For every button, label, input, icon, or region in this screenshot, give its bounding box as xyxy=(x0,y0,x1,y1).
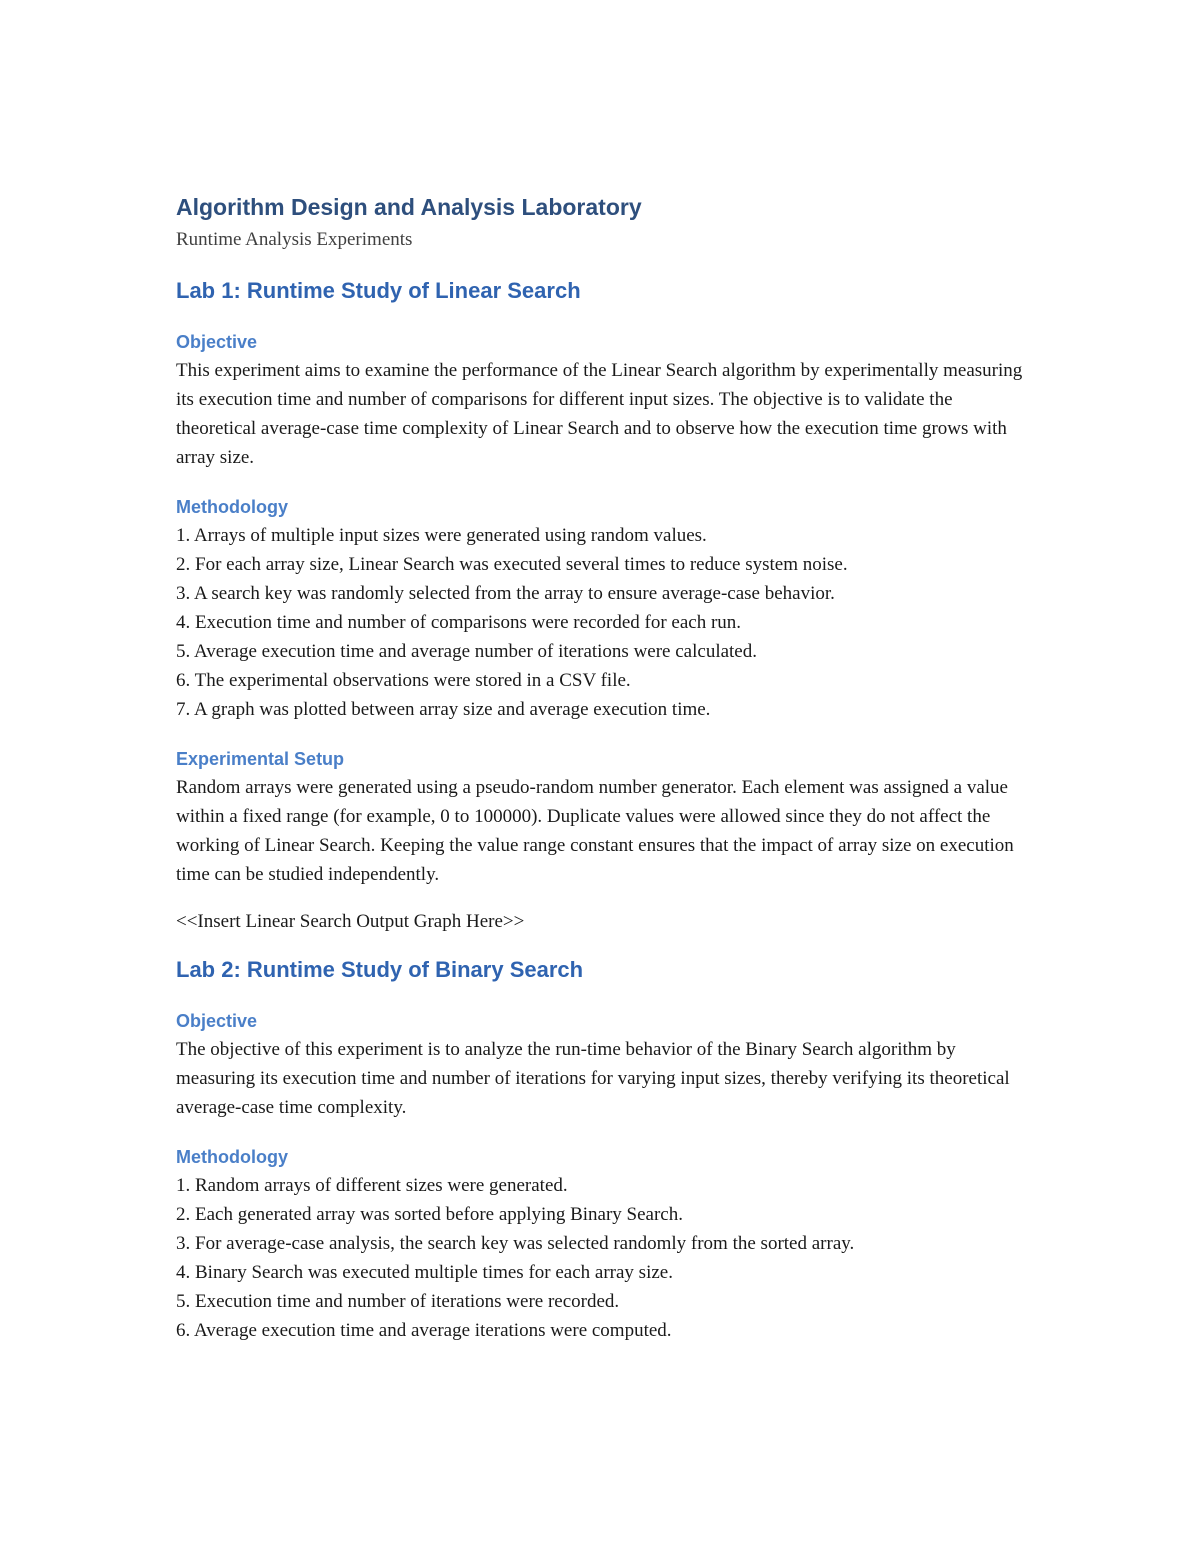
list-item: 6. The experimental observations were stored in a CSV file. xyxy=(176,670,631,691)
lab-1-methodology-list xyxy=(176,521,1036,724)
list-item: 6. Average execution time and average iterations were computed. xyxy=(176,1320,672,1341)
lab-2-methodology-heading: Methodology xyxy=(176,1147,288,1167)
lab-1-graph-placeholder: <<Insert Linear Search Output Graph Here>> xyxy=(176,911,525,932)
lab-2-objective-heading: Objective xyxy=(176,1011,258,1031)
lab-2-heading: Lab 2: Runtime Study of Binary Search xyxy=(176,957,584,982)
document-body xyxy=(176,190,1036,1345)
lab-1-section xyxy=(176,274,1036,936)
lab-1-objective-heading: Objective xyxy=(176,332,258,352)
list-item: 1. Arrays of multiple input sizes were generated using random values. xyxy=(176,525,707,546)
lab-2-methodology-list xyxy=(176,1171,1036,1345)
lab-1-setup-heading: Experimental Setup xyxy=(176,749,345,769)
list-item: 5. Execution time and number of iterations were recorded. xyxy=(176,1291,620,1312)
lab-1-objective-text: This experiment aims to examine the performance of the Linear Search algorithm by experimentally measuring its execution time and number of comparisons for different input sizes. The objective is to validate the theoretical average-case time complexity of Linear Search and to observe how the execution time grows with array size. xyxy=(176,360,1023,468)
list-item: 2. For each array size, Linear Search was executed several times to reduce system noise. xyxy=(176,554,848,575)
list-item: 2. Each generated array was sorted before applying Binary Search. xyxy=(176,1204,683,1225)
document-title: Algorithm Design and Analysis Laboratory xyxy=(176,194,642,220)
list-item: 1. Random arrays of different sizes were generated. xyxy=(176,1175,568,1196)
document-subtitle: Runtime Analysis Experiments xyxy=(176,229,413,250)
lab-2-section xyxy=(176,953,1036,1345)
lab-2-objective-text: The objective of this experiment is to analyze the run-time behavior of the Binary Search algorithm by measuring its execution time and number of iterations for varying input sizes, thereby verifying its theoretical average-case time complexity. xyxy=(176,1039,1010,1118)
list-item: 7. A graph was plotted between array size and average execution time. xyxy=(176,699,711,720)
list-item: 3. For average-case analysis, the search key was selected randomly from the sorted array. xyxy=(176,1233,855,1254)
list-item: 4. Execution time and number of comparisons were recorded for each run. xyxy=(176,612,742,633)
list-item: 4. Binary Search was executed multiple times for each array size. xyxy=(176,1262,673,1283)
list-item: 3. A search key was randomly selected from the array to ensure average-case behavior. xyxy=(176,583,835,604)
lab-1-setup-text: Random arrays were generated using a pseudo-random number generator. Each element was assigned a value within a fixed range (for example, 0 to 100000). Duplicate values were allowed since they do not affect the working of Linear Search. Keeping the value range constant ensures that the impact of array size on execution time can be studied independently. xyxy=(176,777,1014,885)
lab-1-heading: Lab 1: Runtime Study of Linear Search xyxy=(176,278,581,303)
lab-1-methodology-heading: Methodology xyxy=(176,497,288,517)
list-item: 5. Average execution time and average number of iterations were calculated. xyxy=(176,641,757,662)
